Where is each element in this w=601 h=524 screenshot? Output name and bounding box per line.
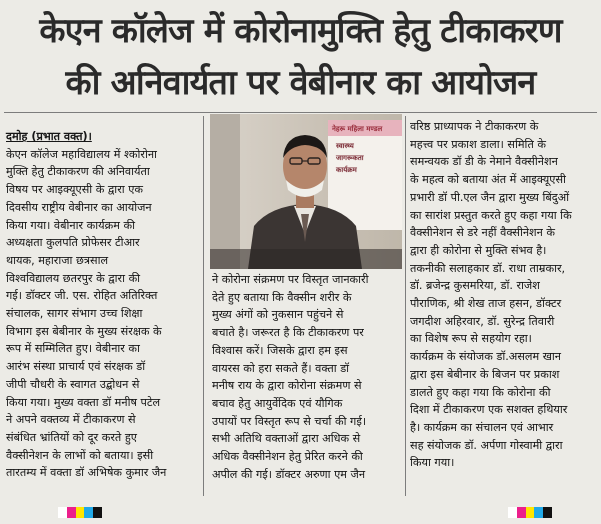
- article-line: कार्यक्रम के संयोजक डॉ.असलम खान: [410, 350, 562, 364]
- article-line: उपायों पर विस्तृत रूप से चर्चा की गई।: [212, 414, 367, 428]
- article-line: किया गया। मुख्य वक्ता डॉ मनीष पटेल: [6, 395, 161, 409]
- article-line: किया गया। वेबीनार कार्यक्रम की: [6, 218, 135, 232]
- article-line: तकनीकी सलाहकार डॉ. राधा ताम्रकार,: [410, 261, 566, 275]
- article-line: आरंभ संस्था प्राचार्य एवं संरक्षक डॉ: [6, 360, 146, 374]
- article-line: वायरस को हरा सकते हैं। वक्ता डॉ: [212, 361, 350, 375]
- article-line: अधिक वैक्सीनेशन हेतु प्रेरित करने की: [212, 450, 363, 464]
- article-line: दिशा में टीकाकरण एक सशक्त हथियार: [410, 403, 568, 417]
- article-line: संबंधित भ्रांतियों को दूर करते हुए: [6, 430, 137, 444]
- reg-swatch: [534, 507, 543, 518]
- article-line: द्वारा ही कोरोना से मुक्ति संभव है।: [410, 243, 547, 257]
- banner-line: कार्यक्रम: [336, 166, 357, 174]
- dateline: दमोह (प्रभात वक्त)।: [6, 130, 92, 143]
- article-line: है। कार्यक्रम का संचालन एवं आभार: [410, 420, 554, 434]
- speaker-photo: [210, 114, 402, 269]
- article-line: पौराणिक, श्री शेख ताज हसन, डॉक्टर: [410, 297, 562, 311]
- article-line: द्वारा इस बेबीनार के बिजन पर प्रकाश: [410, 367, 560, 381]
- article-line: देते हुए बताया कि वैक्सीन शरीर के: [212, 290, 352, 304]
- registration-marks-right: [508, 507, 552, 518]
- article-line: संचालक, सागर संभाग उच्च शिक्षा: [6, 307, 143, 321]
- column-rule-2: [405, 116, 406, 496]
- headline-line-1: केएन कॉलेज में कोरोनामुक्ति हेतु टीकाकरण: [39, 11, 562, 51]
- article-line: विश्वास करें। जिसके द्वारा हम इस: [212, 343, 348, 357]
- article-line: विभाग इस बेबीनार के मुख्य संरक्षक के: [6, 324, 162, 338]
- article-line: का विशेष रूप से सहयोग रहा।: [410, 332, 532, 346]
- article-line: सह संयोजक डॉ. अर्पणा गोस्वामी द्वारा: [410, 438, 563, 452]
- article-line: मुक्ति हेतु टीकाकरण की अनिवार्यता: [6, 165, 150, 179]
- reg-swatch: [508, 507, 517, 518]
- article-line: मनीष राय के द्वारा कोरोना संक्रमण से: [212, 379, 362, 393]
- headline-line-2: की अनिवार्यता पर वेबीनार का आयोजन: [65, 63, 536, 103]
- article-line: ने अपने वक्तव्य में टीकाकरण से: [6, 413, 136, 427]
- article-line: तारतम्य में वक्ता डॉ अभिषेक कुमार जैन: [6, 466, 167, 480]
- article-line: ने कोरोना संक्रमण पर विस्तृत जानकारी: [212, 273, 369, 286]
- article-photo: [210, 114, 402, 269]
- article-line: महत्त्व पर प्रकाश डाला। समिति के: [410, 137, 546, 151]
- article-line: थायक, महाराजा छत्रसाल: [6, 253, 109, 267]
- article-line: मुख्य अंगों को नुकसान पहुंचने से: [212, 308, 344, 322]
- article-column-1: [6, 128, 196, 482]
- article-line: बचाते है। जरूरत है कि टीकाकरण पर: [212, 326, 364, 340]
- column-rule-1: [203, 116, 204, 496]
- article-line: के महत्व को बताया अंत में आइक्यूएसी: [410, 173, 566, 187]
- article-column-3: [410, 118, 595, 472]
- article-line: अध्यक्षता कुलपति प्रोफेसर टीआर: [6, 236, 140, 250]
- article-line: रूप में सम्मिलित हुए। वेबीनार का: [6, 342, 140, 356]
- article-line: किया गया।: [410, 456, 455, 470]
- reg-swatch: [67, 507, 76, 518]
- article-line: विषय पर आइक्यूएसी के द्वारा एक: [6, 183, 144, 197]
- reg-swatch: [93, 507, 102, 518]
- article-line: गई। डॉक्टर जी. एस. रोहित अतिरिक्त: [6, 289, 158, 303]
- article-line: वैक्सीनेशन से डरे नहीं वैक्सीनेशन के: [410, 226, 556, 240]
- article-line: वरिष्ठ प्राध्यापक ने टीकाकरण के: [410, 120, 539, 133]
- article-line: जगदीश अहिरवार, डॉ. सुरेन्द्र तिवारी: [410, 314, 555, 328]
- reg-swatch: [84, 507, 93, 518]
- article-line: का सारांश प्रस्तुत करते हुए कहा गया कि: [410, 208, 572, 222]
- top-rule: [4, 112, 597, 113]
- banner-line: स्वास्थ्य: [336, 142, 354, 150]
- banner-line: नेहरू महिला मण्डल: [332, 125, 383, 133]
- article-line: डॉ. ब्रजेन्द्र कुसमरिया, डॉ. राजेश: [410, 279, 540, 293]
- article-line: विश्वविद्यालय छतरपुर के द्वारा की: [6, 271, 141, 285]
- article-line: अपील की गई। डॉक्टर अरुणा एम जैन: [212, 467, 366, 481]
- article-line: सभी अतिथि वक्ताओं द्वारा अधिक से: [212, 432, 361, 446]
- registration-marks-left: [58, 507, 102, 518]
- article-line: जीपी चौधरी के स्वागत उद्बोधन से: [6, 377, 140, 391]
- reg-swatch: [58, 507, 67, 518]
- article-line: समन्वयक डॉ डी के नेमाने वैक्सीनेशन: [410, 155, 558, 169]
- reg-swatch: [517, 507, 526, 518]
- banner-line: जागरूकता: [336, 154, 364, 162]
- article-line: डालते हुए कहा गया कि कोरोना की: [410, 385, 551, 399]
- reg-swatch: [526, 507, 535, 518]
- reg-swatch: [76, 507, 85, 518]
- article-line: प्रभारी डॉ पी.एल जैन द्वारा मुख्य बिंदुओं: [410, 190, 570, 204]
- article-line: वैक्सीनेशन के लाभों को बताया। इसी: [6, 448, 154, 462]
- article-column-2: [212, 271, 400, 483]
- article-line: दिवसीय राष्ट्रीय वेबीनार का आयोजन: [6, 200, 152, 214]
- article-line: केएन कॉलेज महाविद्यालय में श्कोरोना: [6, 147, 157, 161]
- reg-swatch: [543, 507, 552, 518]
- article-line: बचाव हेतु आयुर्वेदिक एवं यौगिक: [212, 396, 343, 410]
